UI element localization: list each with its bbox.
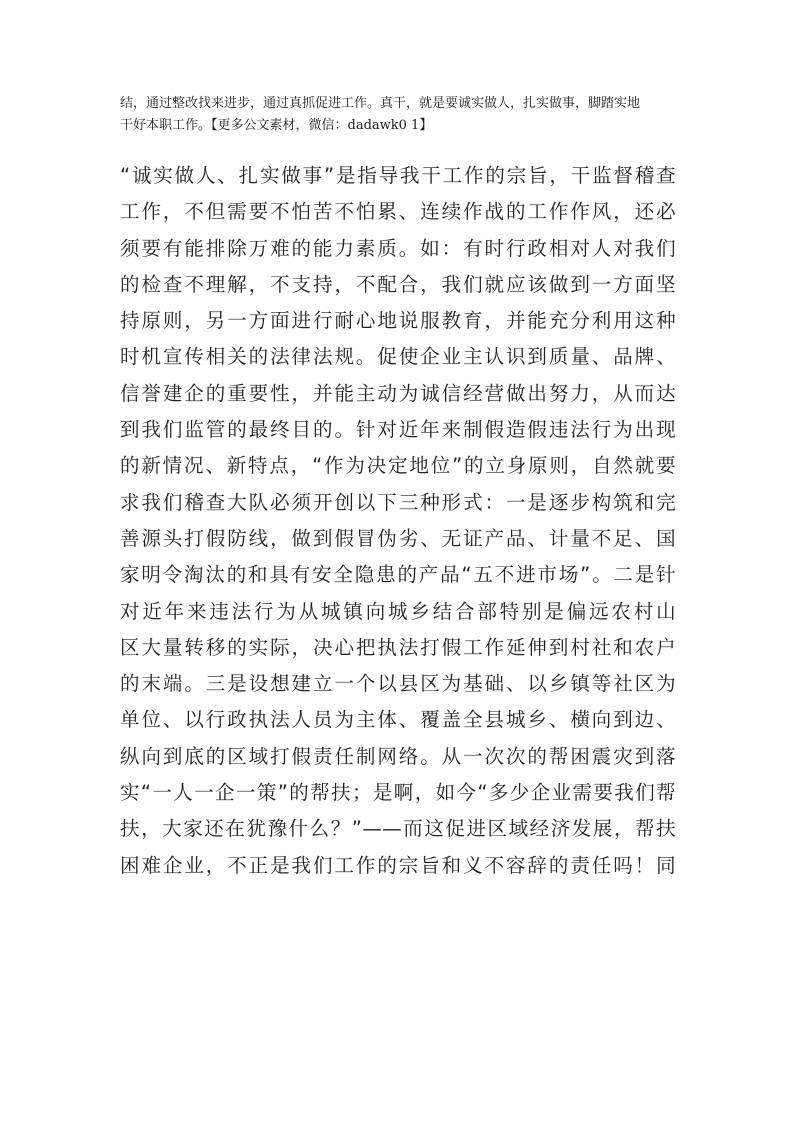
body-line: 扶，大家还在犹豫什么？”——而这促进区域经济发展，帮扶 <box>120 817 676 841</box>
body-line: 须要有能排除万难的能力素质。如：有时行政相对人对我们 <box>120 236 676 260</box>
body-line: 区大量转移的实际，决心把执法打假工作延伸到村社和农户 <box>120 635 676 659</box>
body-line: 对近年来违法行为从城镇向城乡结合部特别是偏远农村山 <box>120 599 676 623</box>
body-paragraph <box>120 158 676 884</box>
body-line: 家明令淘汰的和具有安全隐患的产品“五不进市场”。二是针 <box>120 563 676 587</box>
body-line: 时机宣传相关的法律法规。促使企业主认识到质量、品牌、 <box>120 345 676 369</box>
body-line: 善源头打假防线，做到假冒伪劣、无证产品、计量不足、国 <box>120 526 676 550</box>
body-line: 实“一人一企一策”的帮扶；是啊，如今“多少企业需要我们帮 <box>120 781 676 805</box>
body-line: 求我们稽查大队必须开创以下三种形式：一是逐步构筑和完 <box>120 490 676 514</box>
body-line: 到我们监管的最终目的。针对近年来制假造假违法行为出现 <box>120 418 676 442</box>
body-line: 信誉建企的重要性，并能主动为诚信经营做出努力，从而达 <box>120 381 676 405</box>
body-line: 的末端。三是设想建立一个以县区为基础、以乡镇等社区为 <box>120 672 676 696</box>
body-line: 单位、以行政执法人员为主体、覆盖全县城乡、横向到边、 <box>120 708 676 732</box>
body-line: “诚实做人、扎实做事”是指导我干工作的宗旨，干监督稽查 <box>120 164 676 187</box>
body-line: 工作，不但需要不怕苦不怕累、连续作战的工作作风，还必 <box>120 200 676 224</box>
body-line: 的检查不理解，不支持，不配合，我们就应该做到一方面坚 <box>120 272 676 296</box>
body-line: 纵向到底的区域打假责任制网络。从一次次的帮困震灾到落 <box>120 744 676 768</box>
body-line: 持原则，另一方面进行耐心地说服教育，并能充分利用这种 <box>120 309 676 333</box>
intro-line: 结，通过整改找来进步，通过真抓促进工作。真干，就是要诚实做人，扎实做事，脚踏实地 <box>120 96 641 111</box>
intro-line: 干好本职工作。【更多公文素材，微信：dadawk0 1】 <box>120 118 433 133</box>
body-line: 的新情况、新特点，“作为决定地位”的立身原则，自然就要 <box>120 454 676 478</box>
body-line: 困难企业，不正是我们工作的宗旨和义不容辞的责任吗！同 <box>120 853 676 877</box>
intro-paragraph <box>120 93 680 137</box>
